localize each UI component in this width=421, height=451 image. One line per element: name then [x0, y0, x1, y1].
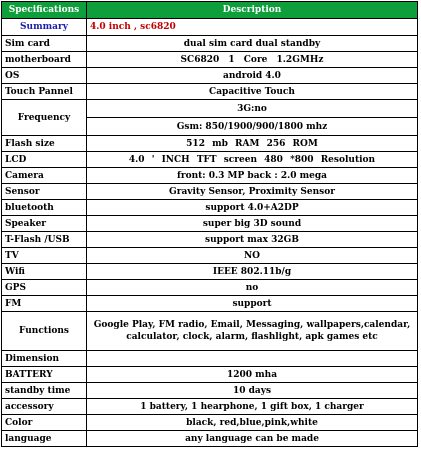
row-label: Sensor	[2, 184, 87, 200]
row-value: IEEE 802.11b/g	[87, 264, 418, 280]
row-label: Frequency	[2, 100, 87, 136]
table-row-dimension	[2, 351, 418, 367]
row-label: Sim card	[2, 36, 87, 52]
summary-row	[2, 19, 418, 36]
table-row-frequency-3g	[2, 100, 418, 118]
row-value: Gsm: 850/1900/900/1800 mhz	[87, 118, 418, 136]
row-value: Google Play, FM radio, Email, Messaging, wallpapers,calendar, calculator, clock, alarm, flashlight, apk games etc	[87, 312, 418, 351]
table-row-speaker	[2, 216, 418, 232]
row-value: Gravity Sensor, Proximity Sensor	[87, 184, 418, 200]
row-value: 512 mb RAM 256 ROM	[87, 136, 418, 152]
table-row-touch-panel	[2, 84, 418, 100]
row-value: SC6820 1 Core 1.2GMHz	[87, 52, 418, 68]
row-value: 4.0 ' INCH TFT screen 480 *800 Resolution	[87, 152, 418, 168]
row-label: TV	[2, 248, 87, 264]
row-label: Wifi	[2, 264, 87, 280]
table-row-bluetooth	[2, 200, 418, 216]
row-value: 3G:no	[87, 100, 418, 118]
row-label: bluetooth	[2, 200, 87, 216]
row-value: front: 0.3 MP back : 2.0 mega	[87, 168, 418, 184]
table-row-tflash-usb	[2, 232, 418, 248]
row-value: support	[87, 296, 418, 312]
row-value: 1200 mha	[87, 367, 418, 383]
row-label: Speaker	[2, 216, 87, 232]
row-value: 1 battery, 1 hearphone, 1 gift box, 1 charger	[87, 399, 418, 415]
table-row-wifi	[2, 264, 418, 280]
row-value	[87, 351, 418, 367]
row-value: dual sim card dual standby	[87, 36, 418, 52]
table-row-battery	[2, 367, 418, 383]
header-row	[2, 2, 418, 19]
row-value: Capacitive Touch	[87, 84, 418, 100]
spec-table	[1, 1, 418, 447]
summary-label: Summary	[2, 19, 87, 36]
row-label: Functions	[2, 312, 87, 351]
table-row-os	[2, 68, 418, 84]
row-label: BATTERY	[2, 367, 87, 383]
table-row-accessory	[2, 399, 418, 415]
table-row-standby-time	[2, 383, 418, 399]
table-row-flash-size	[2, 136, 418, 152]
table-row-gps	[2, 280, 418, 296]
row-label: LCD	[2, 152, 87, 168]
row-label: standby time	[2, 383, 87, 399]
header-specifications: Specifications	[2, 2, 87, 19]
row-label: language	[2, 431, 87, 447]
row-value: android 4.0	[87, 68, 418, 84]
table-row-fm	[2, 296, 418, 312]
row-label: Camera	[2, 168, 87, 184]
table-row-sensor	[2, 184, 418, 200]
row-value: black, red,blue,pink,white	[87, 415, 418, 431]
table-row-motherboard	[2, 52, 418, 68]
row-label: OS	[2, 68, 87, 84]
summary-value: 4.0 inch , sc6820	[87, 19, 418, 36]
row-value: support 4.0+A2DP	[87, 200, 418, 216]
table-row-tv	[2, 248, 418, 264]
row-label: Flash size	[2, 136, 87, 152]
table-row-language	[2, 431, 418, 447]
table-row-functions	[2, 312, 418, 351]
row-label: GPS	[2, 280, 87, 296]
row-label: accessory	[2, 399, 87, 415]
row-value: no	[87, 280, 418, 296]
row-value: NO	[87, 248, 418, 264]
row-value: any language can be made	[87, 431, 418, 447]
table-row-camera	[2, 168, 418, 184]
table-row-color	[2, 415, 418, 431]
row-label: Color	[2, 415, 87, 431]
table-row-sim-card	[2, 36, 418, 52]
row-label: T-Flash /USB	[2, 232, 87, 248]
table-row-lcd	[2, 152, 418, 168]
row-label: FM	[2, 296, 87, 312]
row-label: Dimension	[2, 351, 87, 367]
header-description: Description	[87, 2, 418, 19]
row-label: Touch Pannel	[2, 84, 87, 100]
row-label: motherboard	[2, 52, 87, 68]
row-value: 10 days	[87, 383, 418, 399]
row-value: super big 3D sound	[87, 216, 418, 232]
row-value: support max 32GB	[87, 232, 418, 248]
